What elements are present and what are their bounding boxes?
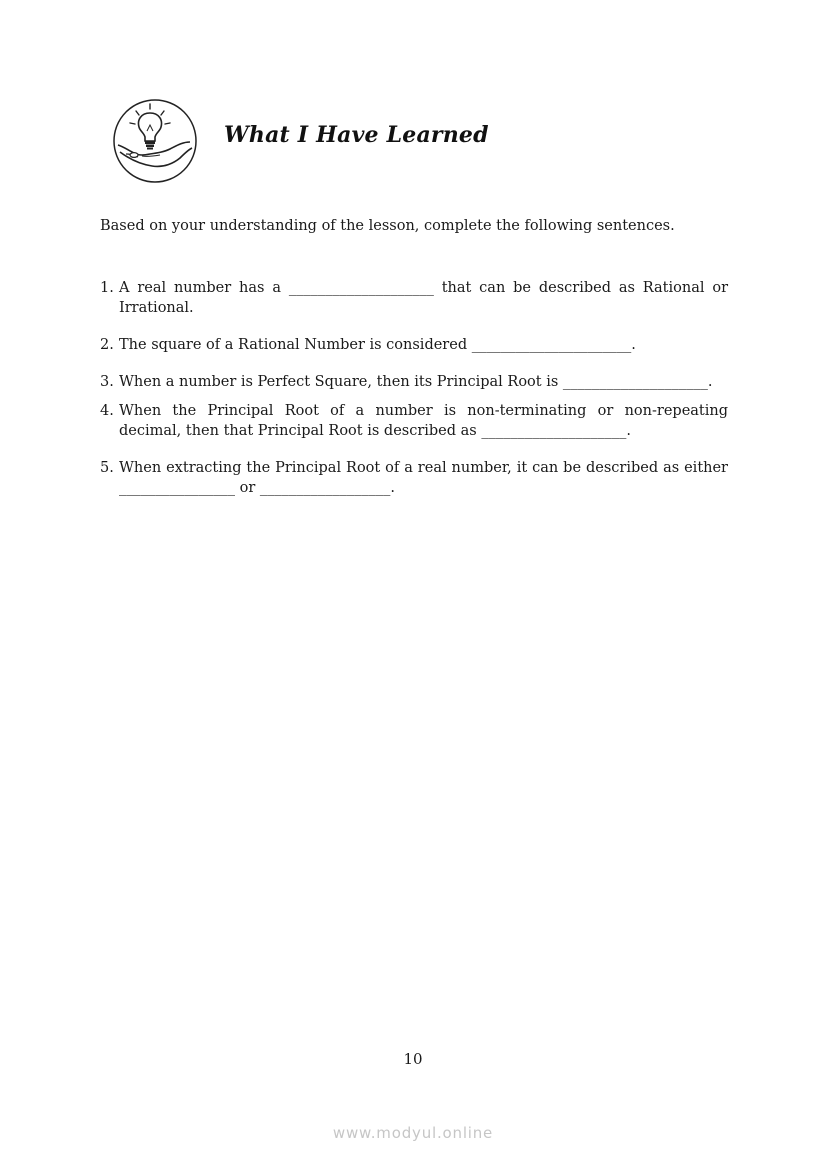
section-title: What I Have Learned (224, 122, 489, 148)
list-item (100, 458, 728, 498)
item-text-after: that can be described as Rational or Irrational. (119, 280, 729, 316)
page-number: 10 (403, 1050, 423, 1068)
item-number: 5. (100, 460, 114, 476)
list-item (100, 401, 728, 441)
answer-blank: ____________________. (562, 374, 713, 390)
answer-blank: ______________________. (471, 337, 636, 353)
answer-blank-2: __________________. (259, 480, 395, 496)
list-item (100, 278, 728, 318)
item-connector: or (239, 480, 256, 496)
item-text: When extracting the Principal Root of a real number, it can be described as either (119, 460, 728, 476)
item-number: 1. (100, 280, 114, 296)
item-number: 3. (100, 374, 114, 390)
list-item (100, 335, 728, 355)
item-text: The square of a Rational Number is considered (119, 337, 468, 353)
question-list (100, 278, 728, 498)
instructions-text: Based on your understanding of the lesson, complete the following sentences. (100, 218, 675, 234)
lightbulb-in-hand-icon (112, 98, 198, 184)
answer-blank: ____________________. (481, 423, 631, 439)
item-text: When a number is Perfect Square, then its Principal Root is (119, 374, 559, 390)
watermark: www.modyul.online (332, 1124, 494, 1142)
item-number: 2. (100, 337, 114, 353)
item-number: 4. (100, 403, 114, 419)
item-text: When the Principal Root of a number is non-terminating or non-repeating decimal, then that Principal Root is described as (119, 403, 728, 439)
item-text: A real number has a (119, 280, 281, 296)
answer-blank: ____________________ (288, 280, 434, 296)
answer-blank: ________________ (119, 480, 235, 496)
list-item (100, 372, 728, 392)
